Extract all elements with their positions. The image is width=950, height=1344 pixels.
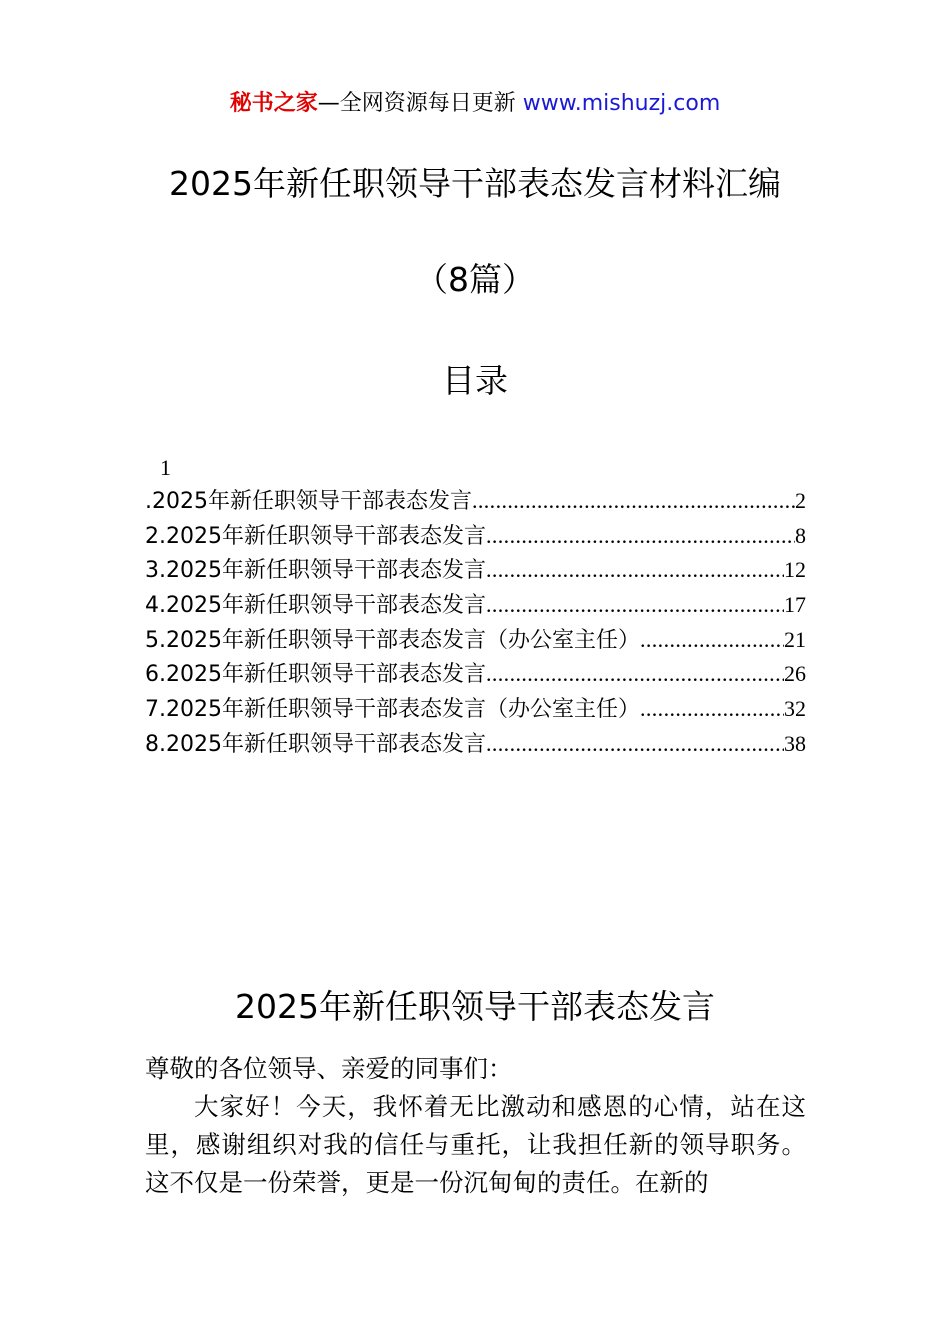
section-title: 2025年新任职领导干部表态发言 xyxy=(235,987,715,1026)
toc-leader-dots xyxy=(486,657,784,692)
toc-leader-dots xyxy=(486,519,795,554)
toc-entry-label: 3.2025年新任职领导干部表态发言 xyxy=(145,558,486,584)
toc-entry[interactable] xyxy=(145,553,806,588)
toc-leader-dots xyxy=(472,484,795,519)
toc-entry-page: 17 xyxy=(784,592,806,618)
toc-entry-page: 26 xyxy=(784,661,806,687)
toc-entry-label: 2.2025年新任职领导干部表态发言 xyxy=(145,523,486,549)
site-header xyxy=(0,88,950,120)
document-subtitle: （8篇） xyxy=(415,260,535,299)
toc-entry-page: 32 xyxy=(784,696,806,722)
toc-entry-label: 5.2025年新任职领导干部表态发言（办公室主任） xyxy=(145,627,640,653)
toc-entry-label: 7.2025年新任职领导干部表态发言（办公室主任） xyxy=(145,697,640,723)
toc-leader-dots xyxy=(486,588,784,623)
toc-entry[interactable] xyxy=(145,484,806,519)
toc-entry-label: .2025年新任职领导干部表态发言 xyxy=(145,489,472,514)
salutation: 尊敬的各位领导、亲爱的同事们： xyxy=(145,1054,513,1083)
toc-leader-dots xyxy=(486,727,784,762)
toc-entry-page: 21 xyxy=(784,626,806,652)
toc-lead-number: 1 xyxy=(160,455,171,480)
toc-entry[interactable] xyxy=(145,519,806,554)
toc-entry-page: 12 xyxy=(784,557,806,583)
opening-paragraph: 大家好！今天，我怀着无比激动和感恩的心情，站在这里，感谢组织对我的信任与重托，让我担任新的领导职务。这不仅是一份荣誉，更是一份沉甸甸的责任。在新的 xyxy=(145,1092,806,1197)
toc-leader-dots xyxy=(640,692,784,727)
toc-heading: 目录 xyxy=(442,361,508,400)
speech-body xyxy=(145,1050,806,1202)
toc-entry-label: 4.2025年新任职领导干部表态发言 xyxy=(145,593,486,619)
toc-entry[interactable] xyxy=(145,588,806,623)
table-of-contents xyxy=(145,452,806,762)
toc-entry[interactable] xyxy=(145,657,806,692)
toc-entry-page: 38 xyxy=(784,730,806,756)
toc-entry[interactable] xyxy=(145,692,806,727)
toc-entry-label: 6.2025年新任职领导干部表态发言 xyxy=(145,662,486,688)
site-url-link[interactable]: www.mishuzj.com xyxy=(522,91,721,116)
toc-entry[interactable] xyxy=(145,623,806,658)
header-tagline: —全网资源每日更新 xyxy=(317,91,516,116)
toc-leader-dots xyxy=(640,623,784,658)
toc-entry[interactable] xyxy=(145,727,806,762)
toc-entry-label: 8.2025年新任职领导干部表态发言 xyxy=(145,731,486,757)
toc-leader-dots xyxy=(486,553,784,588)
document-title: 2025年新任职领导干部表态发言材料汇编 xyxy=(169,164,781,203)
brand-name: 秘书之家 xyxy=(229,91,318,116)
toc-entry-page: 8 xyxy=(795,522,806,548)
toc-entry-page: 2 xyxy=(795,488,806,513)
